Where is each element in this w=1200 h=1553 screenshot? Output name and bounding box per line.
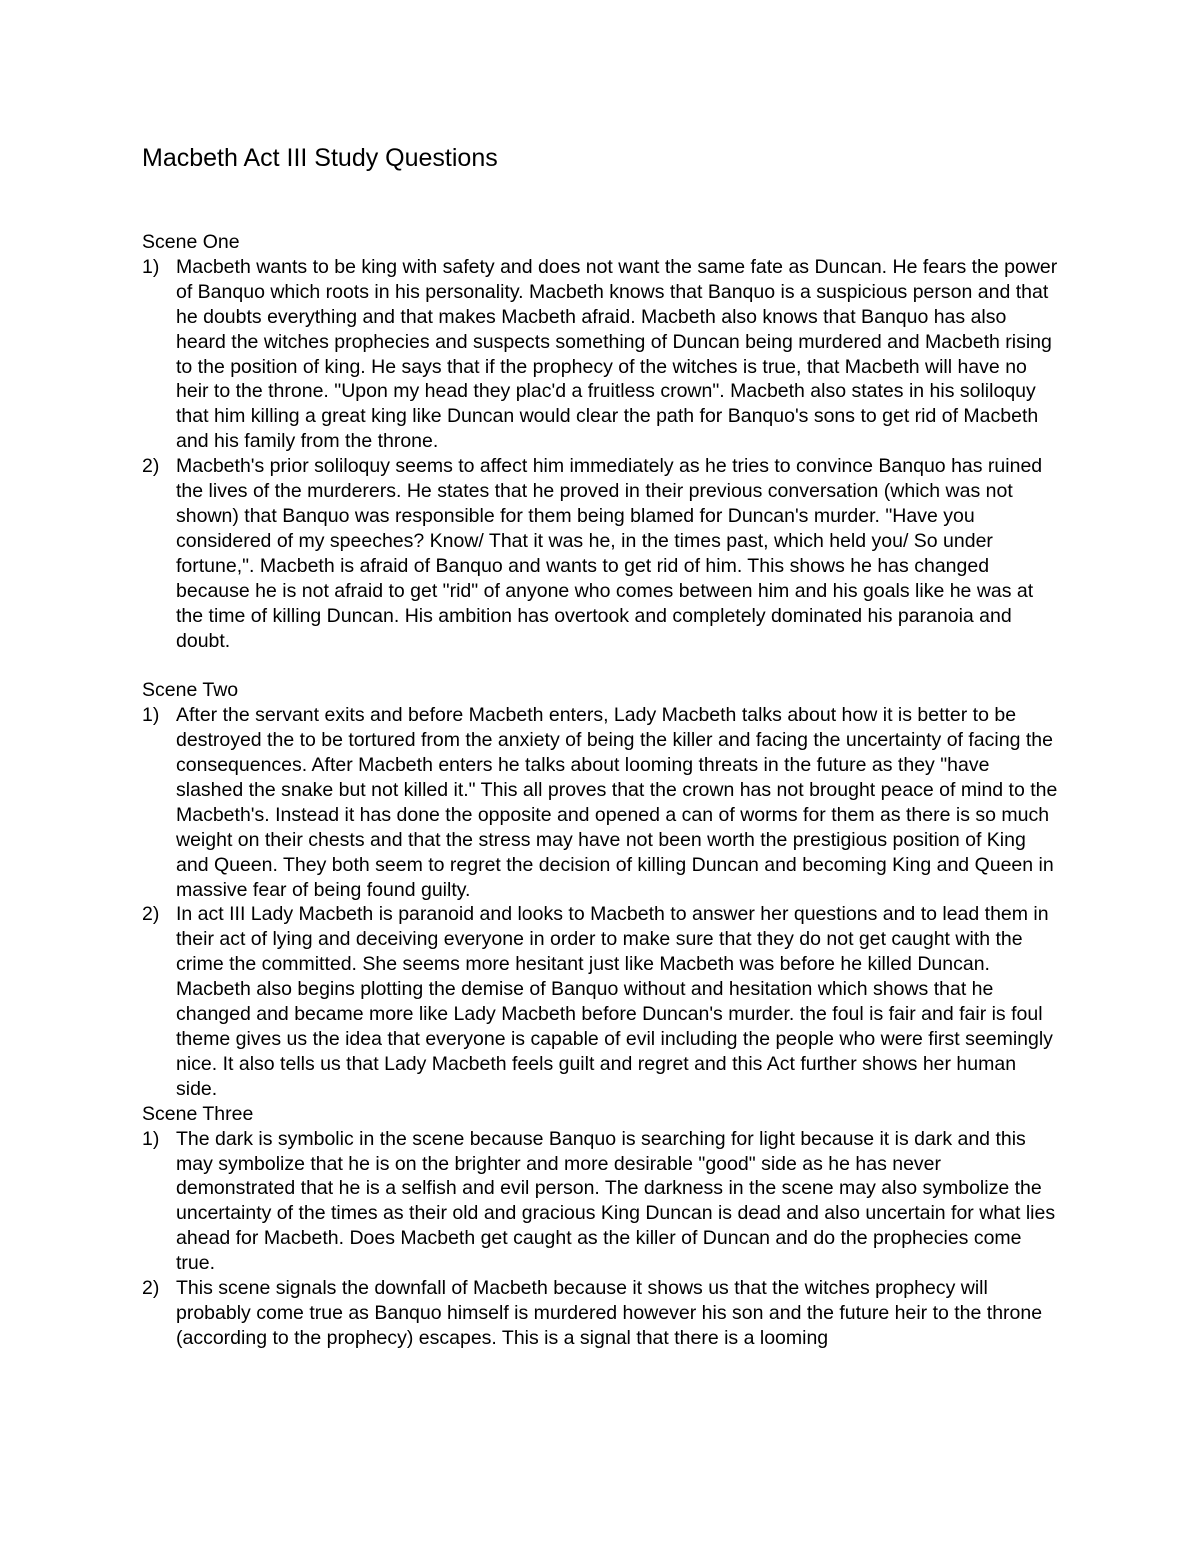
answer-number: 1)	[142, 255, 160, 278]
scene-two-section	[142, 678, 1060, 1101]
scene-heading: Scene Three	[142, 1102, 254, 1125]
answer-text: The dark is symbolic in the scene because Banquo is searching for light because it is dark and this may symbolize that he is on the brighter and more desirable "good" side as he has never demonstrated that he is a selfish and evil person. The darkness in the scene may also symbolize the uncertainty of the times as their old and gracious King Duncan is dead and also uncertain for what lies ahead for Macbeth. Does Macbeth get caught as the killer of Duncan and do the prophecies come true.	[176, 1127, 1056, 1275]
answer-text: In act III Lady Macbeth is paranoid and looks to Macbeth to answer her questions and to lead them in their act of lying and deceiving everyone in order to make sure that they do not get caught with the crime the committed. She seems more hesitant just like Macbeth was before he killed Duncan. Macbeth also begins plotting the demise of Banquo without and hesitation which shows that he changed and became more like Lady Macbeth before Duncan's murder. the foul is fair and fair is foul theme gives us the idea that everyone is capable of evil including the people who were first seemingly nice. It also tells us that Lady Macbeth feels guilt and regret and this Act further shows her human side.	[176, 903, 1053, 1100]
blank-line	[142, 653, 1060, 678]
answer-number: 2)	[142, 903, 160, 926]
answer-text: Macbeth wants to be king with safety and does not want the same fate as Duncan. He fears the power of Banquo which roots in his personality. Macbeth knows that Banquo is a suspicious person and that he doubts everything and that makes Macbeth afraid. Macbeth also knows that Banquo has also heard the witches prophecies and suspects something of Duncan being murdered and Macbeth rising to the position of king. He says that if the prophecy of the witches is true, that Macbeth will have no heir to the throne. "Upon my head they plac'd a fruitless crown". Macbeth also states in his soliloquy that him killing a great king like Duncan would clear the path for Banquo's sons to get rid of Macbeth and his family from the throne.	[176, 255, 1058, 453]
answer-text: Macbeth's prior soliloquy seems to affect him immediately as he tries to convince Banquo has ruined the lives of the murderers. He states that he proved in their previous conversation (which was not shown) that Banquo was responsible for them being blamed for Duncan's murder. "Have you considered of my speeches? Know/ That it was he, in the times past, which held you/ So under fortune,". Macbeth is afraid of Banquo and wants to get rid of him. This shows he has changed because he is not afraid to get "rid" of anyone who comes between him and his goals like he was at the time of killing Duncan. His ambition has overtook and completely dominated his paranoia and doubt.	[176, 455, 1043, 652]
answer-number: 1)	[142, 1127, 160, 1150]
scene-one-section	[142, 230, 1060, 653]
answer-list	[142, 703, 1060, 1102]
answer-item	[142, 1127, 1060, 1276]
answer-item	[142, 902, 1060, 1101]
answer-item	[142, 1276, 1060, 1351]
answer-list	[142, 1127, 1060, 1351]
answer-item	[142, 255, 1060, 454]
scene-three-section	[142, 1102, 1060, 1351]
answer-number: 2)	[142, 455, 160, 478]
answer-number: 2)	[142, 1277, 160, 1300]
answer-number: 1)	[142, 704, 160, 727]
answer-text: After the servant exits and before Macbeth enters, Lady Macbeth talks about how it is better to be destroyed the to be tortured from the anxiety of being the killer and facing the uncertainty of facing the consequences. After Macbeth enters he talks about looming threats in the future as they "have slashed the snake but not killed it." This all proves that the crown has not brought peace of mind to the Macbeth's. Instead it has done the opposite and opened a can of worms for them as there is so much weight on their chests and that the stress may have not been worth the prestigious position of King and Queen. They both seem to regret the decision of killing Duncan and becoming King and Queen in massive fear of being found guilty.	[176, 704, 1058, 901]
answer-text: This scene signals the downfall of Macbeth because it shows us that the witches prophecy will probably come true as Banquo himself is murdered however his son and the future heir to the throne (according to the prophecy) escapes. This is a signal that there is a looming	[176, 1277, 1043, 1349]
scene-heading: Scene Two	[142, 679, 239, 702]
answer-item	[142, 703, 1060, 902]
answer-item	[142, 454, 1060, 653]
answer-list	[142, 255, 1060, 654]
scene-heading: Scene One	[142, 231, 240, 253]
document-title: Macbeth Act III Study Questions	[142, 144, 498, 172]
